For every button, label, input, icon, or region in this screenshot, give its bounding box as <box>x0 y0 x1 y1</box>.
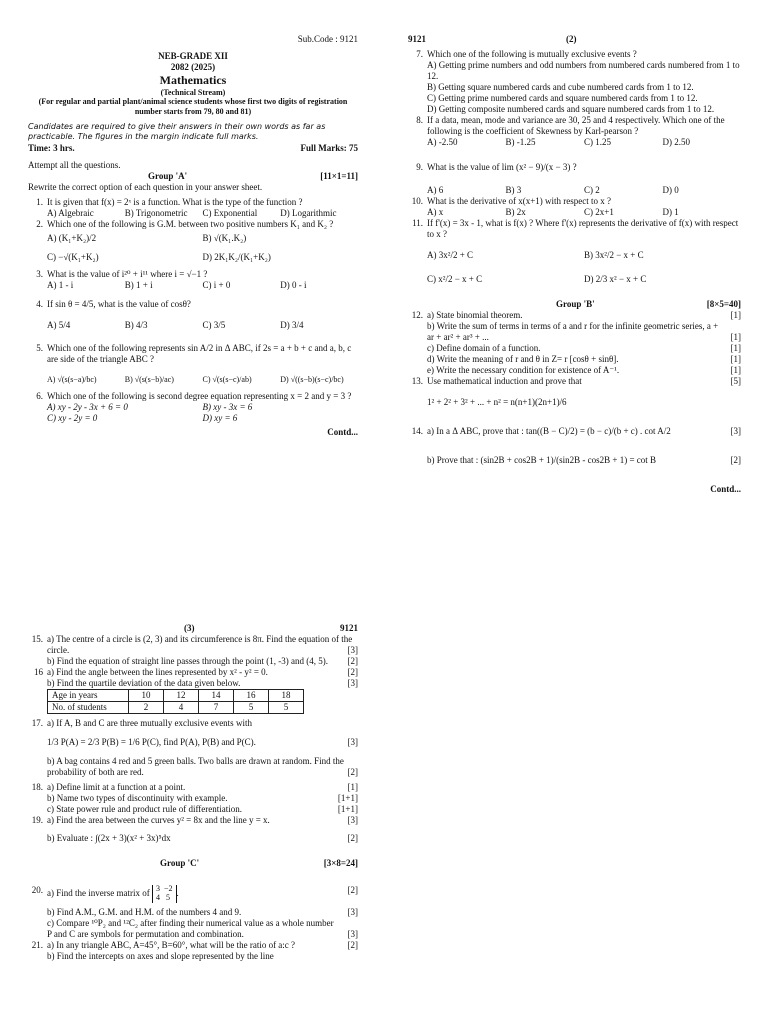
table-row: No. of students 2 4 7 5 5 <box>48 701 304 713</box>
question-15a: 15. a) The centre of a circle is (2, 3) and its circumference is 8π. Find the equation of the circle. <box>31 633 353 655</box>
question-20b: b) Find A.M., G.M. and H.M. of the numbers 4 and 9. [3] <box>47 907 358 917</box>
full-marks: Full Marks: 75 <box>300 143 358 154</box>
q9-options: A) 6 B) 3 C) 2 D) 0 <box>427 184 679 195</box>
contd-1: Contd... <box>327 427 358 438</box>
question-14b: b) Prove that : (sin2B + cos2B + 1)/(sin2B - cos2B + 1) = cot B [2] <box>427 455 741 466</box>
q6-options-ab: A) xy - 2y - 3x + 6 = 0 B) xy - 3x = 6 <box>47 401 253 412</box>
group-b-heading: Group 'B' [8×5=40] <box>556 299 741 310</box>
page-2-header: 9121 (2) <box>408 34 577 44</box>
question-12c: c) Define domain of a function. [1] <box>427 343 741 354</box>
question-4: 4. If sin θ = 4/5, what is the value of cosθ? <box>36 298 191 309</box>
question-19b: b) Evaluate : ∫(2x + 3)(x² + 3x)⁵dx [2] <box>47 833 358 844</box>
stream: (Technical Stream) <box>160 87 226 97</box>
question-16b: b) Find the quartile deviation of the data given below. [3] <box>47 677 358 688</box>
question-18c: c) State power rule and product rule of differentiation. [1+1] <box>47 803 358 814</box>
question-12b: b) Write the sum of terms in terms of a and r for the infinite geometric series, a + ar + ar² + ar³ + ... [1] <box>427 321 741 343</box>
question-16a: 16 a) Find the angle between the lines represented by x² - y² = 0. [2] <box>34 666 358 677</box>
question-15b: b) Find the equation of straight line passes through the point (1, -3) and (4, 5). <box>47 655 328 666</box>
question-20a: 20. a) Find the inverse matrix of 3 −2 4 5 . [2] <box>31 884 358 903</box>
time: Time: 3 hrs. <box>28 143 75 154</box>
contd-2: Contd... <box>710 484 741 495</box>
question-13: 13. Use mathematical induction and prove that [5] <box>411 376 741 387</box>
page-2 <box>408 34 741 495</box>
instructions: Candidates are required to give their answers in their own words as far as practicable. The figures in the margin indicate full marks. <box>28 121 326 141</box>
rewrite-note: Rewrite the correct option of each question in your answer sheet. <box>28 182 263 193</box>
sub-code: Sub.Code : 9121 <box>297 34 358 44</box>
question-17a: 17. a) If A, B and C are three mutually exclusive events with <box>31 717 252 728</box>
question-11: 11. If f'(x) = 3x - 1, what is f(x) ? Where f'(x) represents the derivative of f(x) with respect to x ? <box>412 217 739 239</box>
attempt-note: Attempt all the questions. <box>28 160 121 171</box>
q15b-marks: [2] <box>347 655 358 666</box>
q13-equation: 1² + 2² + 3² + ... + n² = n(n+1)(2n+1)/6 <box>427 397 567 408</box>
q15a-marks: [3] <box>347 644 358 655</box>
q5-options: A) √(s(s−a)/bc) B) √(s(s−b)/ac) C) √(s(s−c)/ab) D) √((s−b)(s−c)/bc) <box>47 374 344 384</box>
group-c-heading: Group 'C' [3×8=24] <box>160 858 358 869</box>
q17b-marks: [2] <box>347 766 358 777</box>
question-9: 9. What is the value of lim (x² − 9)/(x − 3) ? <box>416 161 577 172</box>
question-7: 7. Which one of the following is mutually exclusive events ? <box>416 48 637 59</box>
group-a-heading: Group 'A' [11×1=11] <box>148 171 358 182</box>
q7-options: A) Getting prime numbers and odd numbers from numbered cards numbered from 1 to 12. B) Getting square numbered cards and cube numbered cards from 1 to 12. C) Getting prime numbered cards and square numbered cards from 1 to 12. D) Getting composite numbered cards and square numbered cards from 1 to 12. <box>427 59 740 114</box>
exam-year: 2082 (2025) <box>170 61 216 72</box>
q6-options-cd: C) xy - 2y = 0 D) xy = 6 <box>47 412 238 423</box>
subject-title: Mathematics <box>159 72 227 87</box>
question-17b: b) A bag contains 4 red and 5 green balls. Two balls are drawn at random. Find the probability of both are red. <box>47 755 344 777</box>
q11-options-cd: C) x²/2 − x + C D) 2/3 x² − x + C <box>427 274 647 285</box>
question-8: 8. If a data, mean, mode and variance are 30, 25 and 4 respectively. Which one of the following is the coefficient of Skewness by Karl-pearson ? <box>416 114 725 136</box>
question-18a: 18. a) Define limit at a function at a point. [1] <box>31 781 358 792</box>
question-17a-eq: 1/3 P(A) = 2/3 P(B) = 1/6 P(C), find P(A), P(B) and P(C). [3] <box>47 736 358 747</box>
page-3 <box>28 623 358 962</box>
q8-options: A) -2.50 B) -1.25 C) 1.25 D) 2.50 <box>427 136 690 147</box>
question-21b: b) Find the intercepts on axes and slope represented by the line <box>47 950 274 961</box>
q11-options-ab: A) 3x²/2 + C B) 3x²/2 − x + C <box>427 249 644 260</box>
question-5: 5. Which one of the following represents sin A/2 in Δ ABC, if 2s = a + b + c and a, b, c are side of the triangle ABC ? <box>36 342 352 364</box>
q2-options-ab: A) (K₁+K₂)/2 B) √(K₁.K₂) <box>47 233 247 244</box>
eligibility-note: (For regular and partial plant/animal science students whose first two digits of registration number starts from 79, 80 and 81) <box>38 97 348 117</box>
q4-options: A) 5/4 B) 4/3 C) 3/5 D) 3/4 <box>47 319 304 330</box>
question-3: 3. What is the value of i²⁰ + i¹¹ where i = √−1 ? <box>36 269 208 279</box>
question-14a: 14. a) In a Δ ABC, prove that : tan((B − C)/2) = (b − c)/(b + c) . cot A/2 [3] <box>411 426 741 437</box>
quartile-data-table <box>47 689 304 714</box>
question-10: 10. What is the derivative of x(x+1) with respect to x ? <box>411 195 612 206</box>
matrix: 3 −2 4 5 <box>152 885 177 903</box>
question-12a: 12. a) State binomial theorem. [1] <box>411 310 741 321</box>
q3-options: A) 1 - i B) 1 + i C) i + 0 D) 0 - i <box>47 279 307 290</box>
question-18b: b) Name two types of discontinuity with example. [1+1] <box>47 792 358 803</box>
q2-options-cd: C) −√(K₁+K₂) D) 2K₁K₂/(K₁+K₂) <box>47 252 271 263</box>
question-20c: c) Compare ¹⁰P₂ and ¹²C₂ after finding their numerical value as a whole number P and C are symbols for permutation and combination. [3] <box>47 917 358 939</box>
page-1 <box>28 34 358 438</box>
question-21a: 21. a) In any triangle ABC, A=45°, B=60°, what will be the ratio of a:c ? [2] <box>31 939 358 950</box>
table-row: Age in years 10 12 14 16 18 <box>48 689 304 701</box>
question-2: 2. Which one of the following is G.M. between two positive numbers K₁ and K₂ ? <box>36 219 334 230</box>
time-marks-row <box>28 143 358 154</box>
exam-title: NEB-GRADE XII <box>158 50 228 61</box>
question-12e: e) Write the necessary condition for existence of A⁻¹. [1] <box>427 365 741 376</box>
q1-options: A) Algebraic B) Trigonometric C) Exponential D) Logarithmic <box>47 208 337 219</box>
question-6: 6. Which one of the following is second degree equation representing x = 2 and y = 3 ? <box>36 390 352 401</box>
q10-options: A) x B) 2x C) 2x+1 D) 1 <box>427 206 679 217</box>
question-1: 1. It is given that f(x) = 2ˣ is a function. What is the type of the function ? <box>36 197 303 208</box>
question-12d: d) Write the meaning of r and θ in Z= r [cosθ + sinθ]. [1] <box>427 354 741 365</box>
question-19a: 19. a) Find the area between the curves y² = 8x and the line y = x. [3] <box>31 814 358 825</box>
page-3-header: (3) 9121 <box>184 623 358 633</box>
